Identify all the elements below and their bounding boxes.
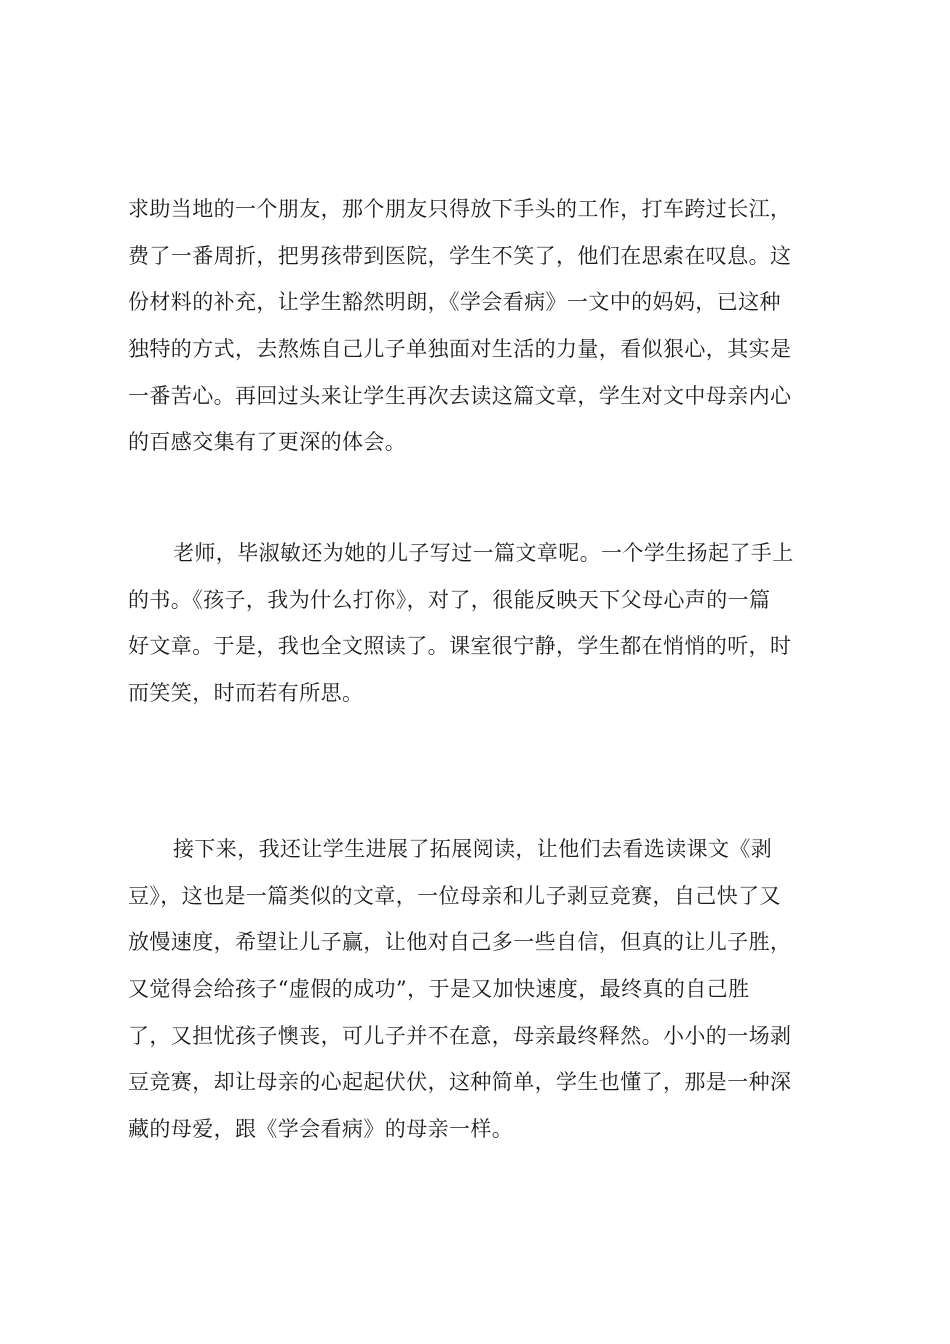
- paragraph-line: 又觉得会给孩子“虚假的成功”，于是又加快速度，最终真的自己胜: [128, 977, 750, 1002]
- paragraph-1: [128, 186, 828, 466]
- paragraph-line: 而笑笑，时而若有所思。: [128, 681, 364, 706]
- paragraph-line: 的百感交集有了更深的体会。: [128, 430, 407, 455]
- paragraph-2: [128, 530, 828, 717]
- paragraph-line: 豆竞赛，却让母亲的心起起伏伏，这种简单，学生也懂了，那是一种深: [128, 1070, 792, 1095]
- paragraph-line: 豆》，这也是一篇类似的文章，一位母亲和儿子剥豆竞赛，自己快了又: [128, 883, 781, 908]
- paragraph-line: 的书。《孩子，我为什么打你》，对了，很能反映天下父母心声的一篇: [128, 587, 771, 612]
- paragraph-line: 费了一番周折，把男孩带到医院，学生不笑了，他们在思索在叹息。这: [128, 243, 792, 268]
- paragraph-line: 藏的母爱，跟《学会看病》的母亲一样。: [128, 1117, 514, 1142]
- paragraph-line: 了，又担忧孩子懊丧，可儿子并不在意，母亲最终释然。小小的一场剥: [128, 1023, 792, 1048]
- paragraph-line: 一番苦心。再回过头来让学生再次去读这篇文章，学生对文中母亲内心: [128, 383, 792, 408]
- paragraph-3: [128, 826, 828, 1153]
- paragraph-line: 放慢速度，希望让儿子赢，让他对自己多一些自信，但真的让儿子胜，: [128, 930, 792, 955]
- paragraph-line: 独特的方式，去熬炼自己儿子单独面对生活的力量，看似狠心，其实是: [128, 337, 792, 362]
- paragraph-line: 份材料的补充，让学生豁然明朗，《学会看病》一文中的妈妈，已这种: [128, 290, 781, 315]
- paragraph-line: 接下来，我还让学生进展了拓展阅读，让他们去看选读课文《剥: [173, 837, 773, 861]
- paragraph-line: 老师，毕淑敏还为她的儿子写过一篇文章呢。一个学生扬起了手上: [173, 541, 794, 565]
- paragraph-line: 好文章。于是，我也全文照读了。课室很宁静，学生都在悄悄的听，时: [128, 634, 792, 659]
- paragraph-line: 求助当地的一个朋友，那个朋友只得放下手头的工作，打车跨过长江，: [128, 197, 792, 221]
